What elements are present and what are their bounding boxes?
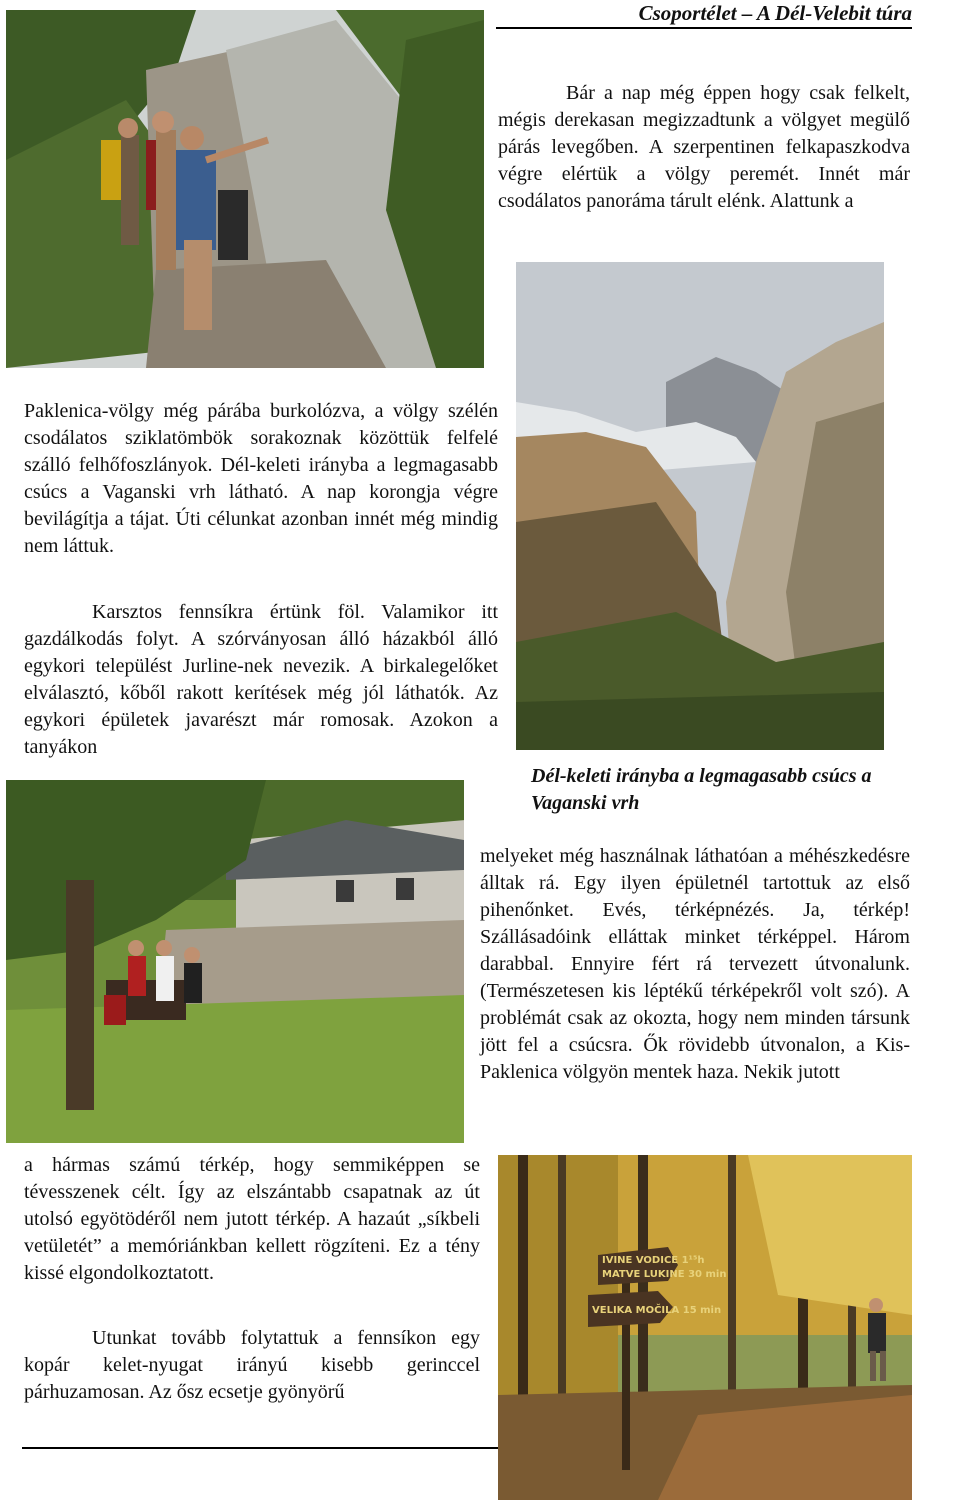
signpost-line1: IVINE VODICE 1¹⁵h [602, 1255, 705, 1266]
page-header: Csoportélet – A Dél-Velebit túra [496, 0, 912, 29]
footer-rule [22, 1447, 498, 1449]
paragraph-karst: Karsztos fennsíkra értünk föl. Valamikor itt gazdálkodás folyt. A szórványosan álló házakból álló egykori települést Jurline-nek nevezik. A birkalegelőket elválasztó, kőből rakott kerítések még jól láthatók. Az egykori épületek javarészt már romosak. Azokon a tanyákon [24, 601, 498, 758]
photo-forest-signpost [498, 1155, 912, 1500]
paragraph-autumn: Utunkat tovább folytattuk a fennsíkon egy kopár kelet-nyugat irányú kisebb gerinccel párhuzamosan. Az ősz ecsetje gyönyörű [24, 1327, 480, 1403]
paragraph-paklenica: Paklenica-völgy még párába burkolózva, a völgy szélén csodálatos sziklatömbök sorakoznak közöttük felfelé szálló felhőfoszlányok. Dél-keleti irányba a legmagasabb csúcs a Vaganski vrh látható. A nap korongja végre bevilágítja a tájat. Úti célunkat azonban innét még mindig nem láttuk. [24, 400, 498, 557]
caption-vaganski: Dél-keleti irányba a legmagasabb csúcs a Vaganski vrh [531, 765, 872, 814]
photo-hikers-overlook [6, 10, 484, 368]
paragraph-map: a hármas számú térkép, hogy semmiképpen se tévesszenek célt. Így az elszántabb csapatnak az út utolsó egyötödéről nem jutott térkép. A hazaút „síkbeli vetületét” a memóriánkban kellett rögzíteni. Ez a tény kissé elgondolkoztatott. [24, 1154, 480, 1284]
photo-stone-house-rest [6, 780, 464, 1143]
paragraph-intro: Bár a nap még éppen hogy csak felkelt, mégis derekasan megizzadtunk a völgyet megülő párás levegőben. A szerpentinen felkapaszkodva végre elértük a völgy peremét. Innét már csodálatos panoráma tárult elénk. Alattunk a [498, 82, 910, 212]
signpost-line3: VELIKA MOČILA 15 min [592, 1305, 722, 1316]
paragraph-beekeeping: melyeket még használnak láthatóan a méhészkedésre álltak rá. Egy ilyen épületnél tartottuk az első pihenőnket. Evés, térképnézés. Ja, térkép! Szállásadóink elláttak minket térképpel. Három darabbal. Ennyire fért rá tervezett útvonalunk.(Természetesen kis léptékű térképekről volt szó). A problémát csak az okozta, hogy nem minden társunk jött fel a csúcsra. Ők rövidebb útvonalon, a Kis-Paklenica völgyön mentek haza. Nekik jutott [480, 845, 910, 1083]
photo-vaganski-vrh [516, 262, 884, 750]
signpost-line2: MATVE LUKINE 30 min [602, 1269, 727, 1280]
